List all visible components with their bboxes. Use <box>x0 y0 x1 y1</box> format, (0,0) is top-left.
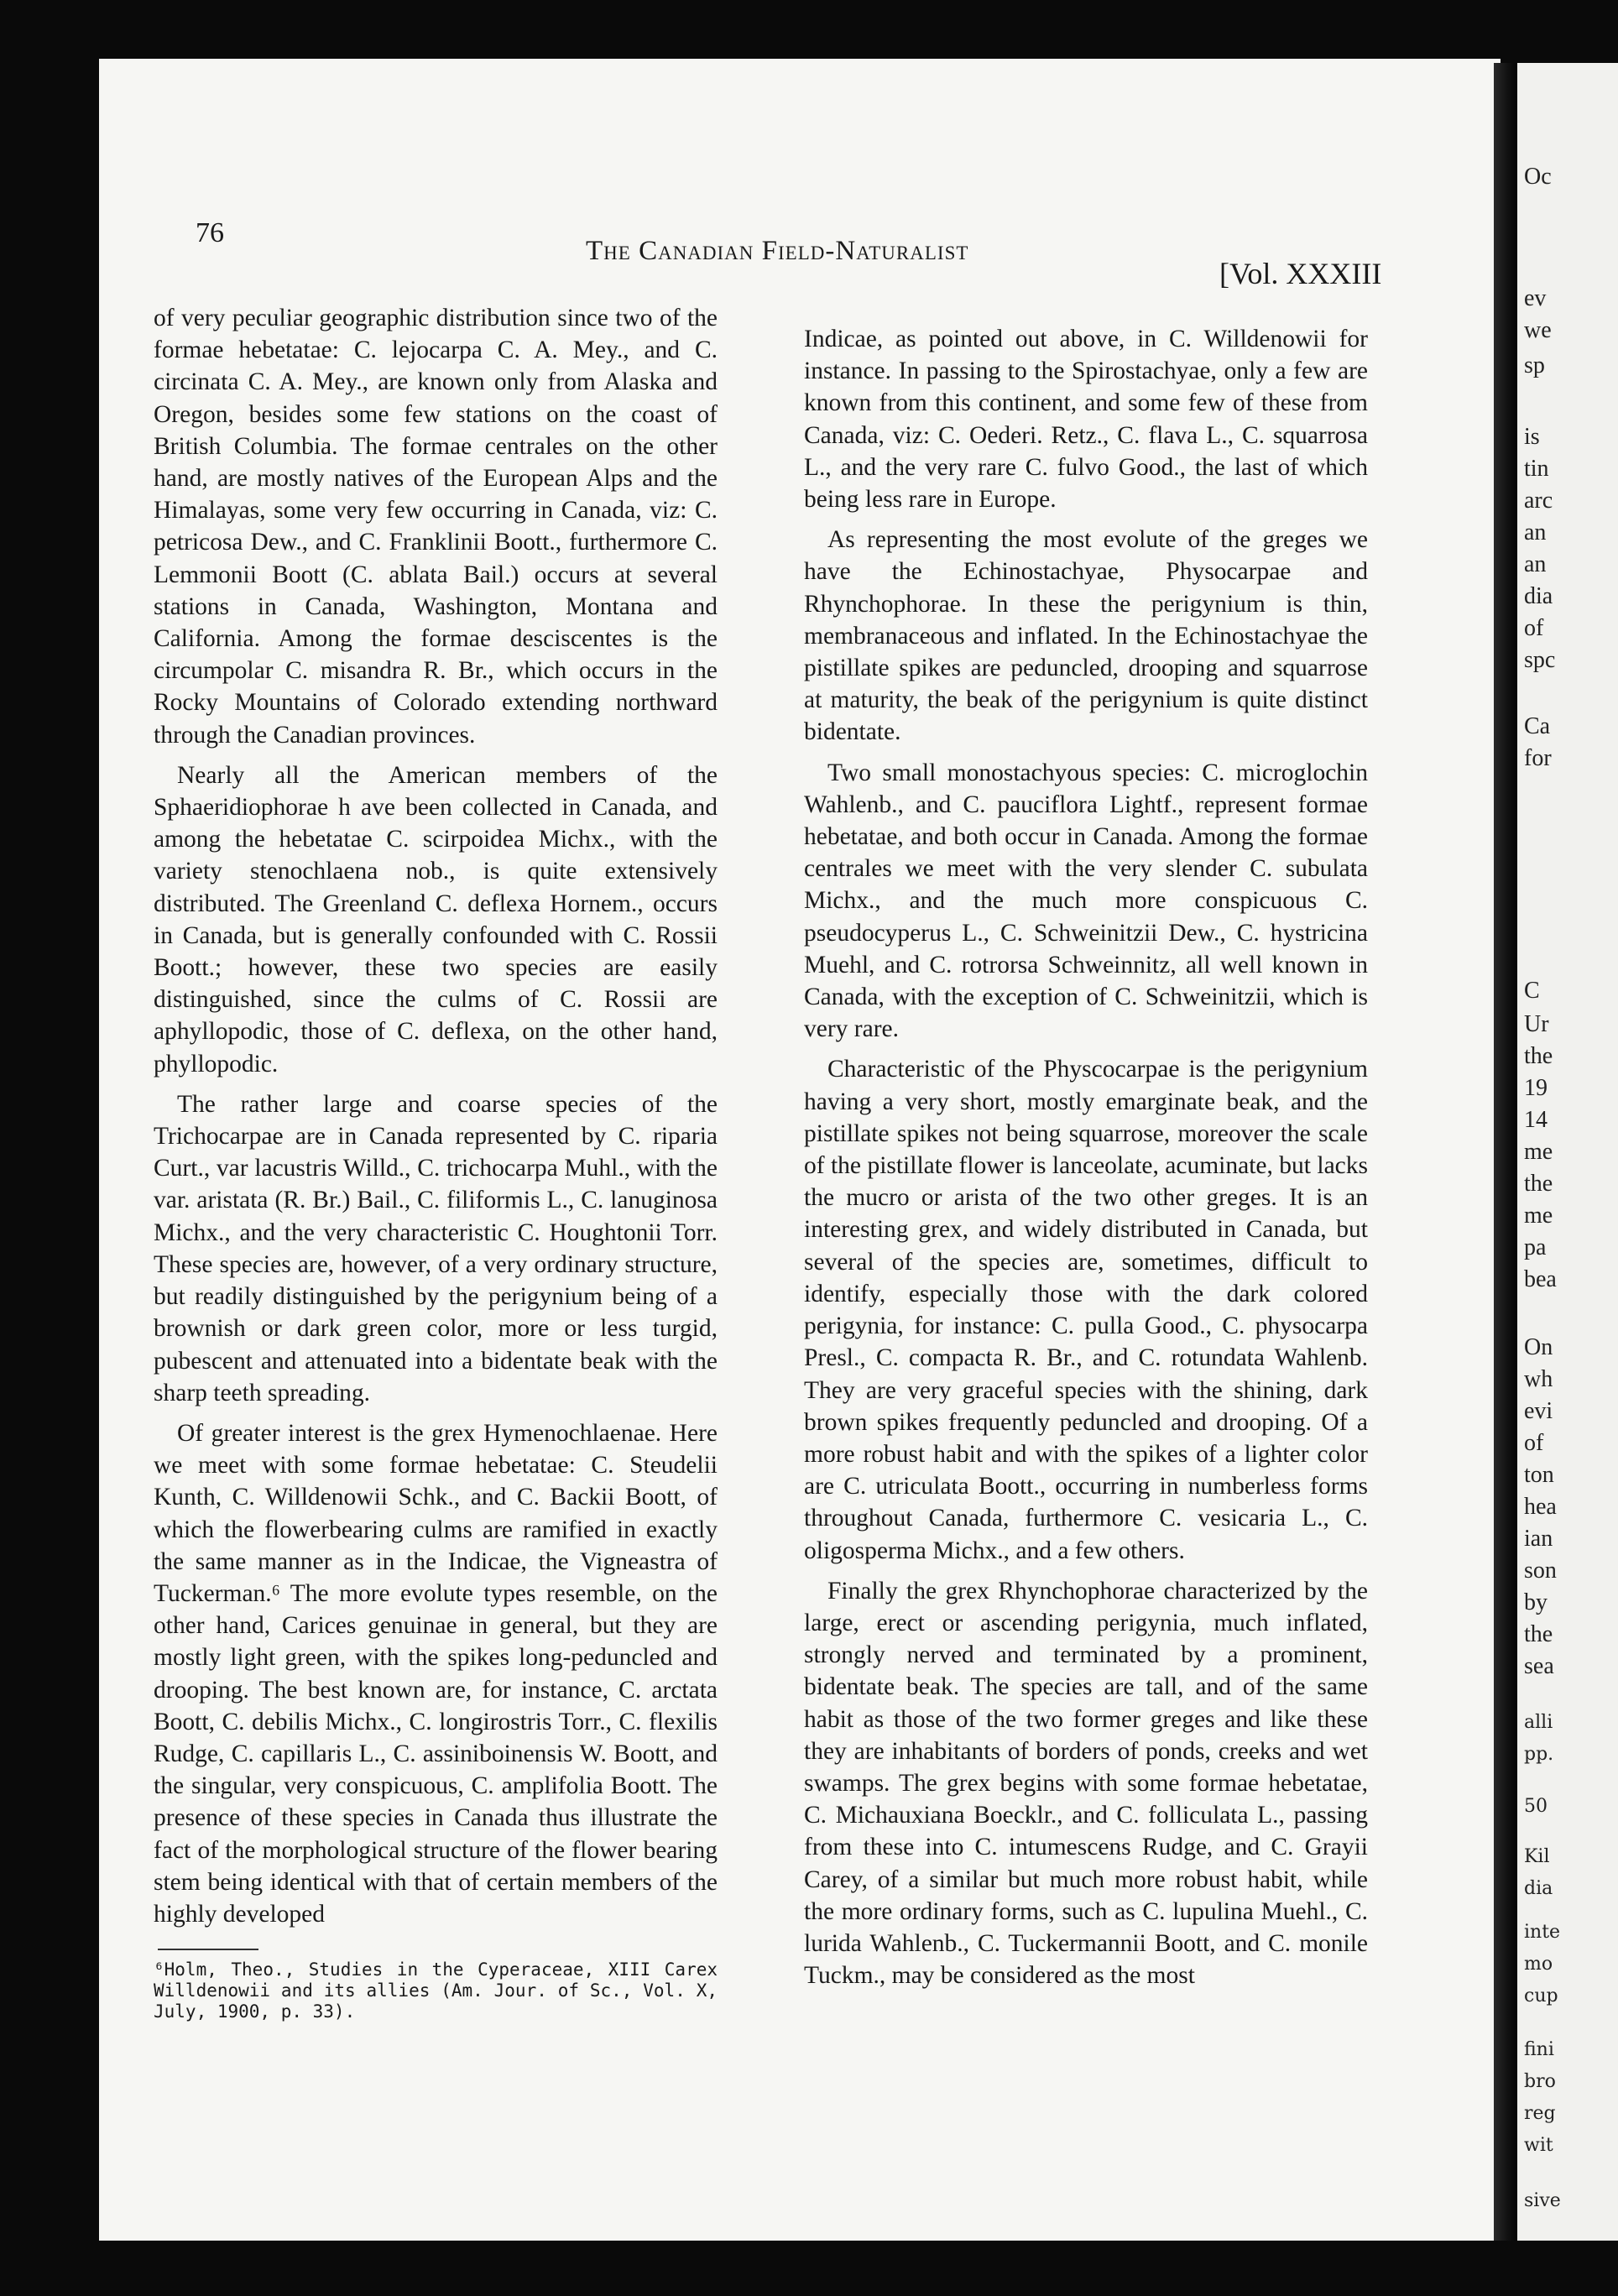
paragraph: Nearly all the American members of the Sphaeridiophorae h ave been collected in Canada, and among the hebetatae C. scirpoidea Michx., with the variety stenochlaena nob., is quite extensively distributed. The Greenland C. deflexa Hornem., occurs in Canada, but is generally confounded with C. Rossii Boott.; however, these two species are easily distinguished, since the culms of C. Rossii are aphyllopodic, those of C. deflexa, on the other hand, phyllopodic. <box>154 761 718 1078</box>
adjacent-page-fragment: for <box>1524 745 1552 771</box>
paragraph: Characteristic of the Physcocarpae is the perigynium having a very short, mostly emarginate beak, and the pistillate spikes not being squarrose, moreover the scale of the pistillate flower is lanceolate, acuminate, but lacks the mucro or arista of the two other greges. It is an interesting grex, and widely distributed in Canada, but several of the species are, sometimes, difficult to identify, especially those with the dark colored perigynia, for instance: C. pulla Good., C. physocarpa Presl., C. compacta R. Br., and C. rotundata Wahlenb. They are very graceful species with the shining, dark brown spikes frequently peduncled and drooping. Of a more robust habit and with the spikes of a lighter color are C. utriculata Boott., occurring in numberless forms throughout Canada, furthermore C. vesicaria L., C. oligosperma Michx., and a few others. <box>804 1056 1368 1564</box>
adjacent-page-fragment: wh <box>1524 1366 1553 1392</box>
adjacent-page-fragment: me <box>1524 1139 1553 1165</box>
adjacent-page-fragment: pp. <box>1524 1744 1554 1765</box>
footnote-rule <box>158 1949 258 1950</box>
paragraph: As representing the most evolute of the greges we have the Echinostachyae, Physocarpae and Rhynchophorae. In these the perigynium is thin, membranaceous and inflated. In the Echinostachyae the pistillate spikes are peduncled, drooping and squarrose at maturity, the beak of the perigynium is quite distinct bidentate. <box>804 526 1368 746</box>
adjacent-page-fragment: reg <box>1524 2103 1556 2124</box>
left-column <box>154 302 718 1930</box>
right-column <box>804 323 1368 1991</box>
adjacent-page-fragment: Ca <box>1524 713 1551 739</box>
adjacent-page-fragment: son <box>1524 1558 1557 1584</box>
adjacent-page-fragment: Ur <box>1524 1011 1549 1037</box>
adjacent-page-fragment: the <box>1524 1043 1553 1069</box>
adjacent-page-fragment: we <box>1524 317 1552 343</box>
adjacent-page-fragment: tin <box>1524 456 1549 482</box>
paragraph: Finally the grex Rhynchophorae characterized by the large, erect or ascending perigynia, much inflated, strongly nerved and terminated by a prominent, bidentate beak. The species are tall, and of the same habit as those of the two former greges and like these they are inhabitants of borders of ponds, creeks and wet swamps. The grex begins with some formae hebetatae, C. Michauxiana Boecklr., and C. folliculata L., passing from these into C. intumescens Rudge, and C. Grayii Carey, of a similar but much more robust habit, while the more ordinary forms, such as C. lupulina Muehl., C. lurida Wahlenb., C. Tuckermannii Boott, and C. monile Tuckm., may be considered as the most <box>804 1577 1368 1990</box>
adjacent-page-fragment: mo <box>1524 1954 1553 1975</box>
adjacent-page-fragment: Kil <box>1524 1846 1550 1867</box>
paragraph: of very peculiar geographic distribution since two of the formae hebetatae: C. lejocarpa C. A. Mey., and C. circinata C. A. Mey., are known only from Alaska and Oregon, besides some few stations on the coast of British Columbia. The formae centrales on the other hand, are mostly natives of the European Alps and the Himalayas, some very few occurring in Canada, viz: C. petricosa Dew., and C. Franklinii Boott., furthermore C. Lemmonii Boott (C. ablata Bail.) occurs at several stations in Canada, Washington, Montana and California. Among the formae desciscentes is the circumpolar C. misandra R. Br., which occurs in the Rocky Mountains of Colorado extending northward through the Canadian provinces. <box>154 305 718 749</box>
book-gutter <box>1494 63 1517 2241</box>
adjacent-page-fragment: ian <box>1524 1526 1553 1552</box>
adjacent-page-fragment: cup <box>1524 1986 1558 2006</box>
adjacent-page-fragment: spc <box>1524 647 1556 673</box>
adjacent-page-fragment: an <box>1524 519 1547 545</box>
adjacent-page-fragment: of <box>1524 1430 1544 1456</box>
adjacent-page-fragment: ev <box>1524 285 1547 311</box>
adjacent-page-fragment: C <box>1524 978 1540 1004</box>
adjacent-page-fragment: sea <box>1524 1653 1554 1679</box>
adjacent-page-fragment: 14 <box>1524 1107 1548 1133</box>
adjacent-page-fragment: evi <box>1524 1398 1553 1424</box>
adjacent-page-fragment: dia <box>1524 1878 1553 1899</box>
adjacent-page-fragment: sive <box>1524 2190 1561 2211</box>
adjacent-page-fragment: hea <box>1524 1494 1557 1520</box>
volume-label: [Vol. XXXIII <box>1219 257 1382 290</box>
adjacent-page-fragment: arc <box>1524 488 1553 514</box>
adjacent-page-edge <box>1517 63 1618 2241</box>
adjacent-page-fragment: pa <box>1524 1234 1547 1260</box>
adjacent-page-fragment: ton <box>1524 1462 1554 1488</box>
adjacent-page-fragment: by <box>1524 1589 1548 1615</box>
paragraph: Of greater interest is the grex Hymenochlaenae. Here we meet with some formae hebetatae: C. Steudelii Kunth, C. Willdenowii Schk., and C. Backii Boott, of which the flowerbearing culms are ramified in exactly the same manner as in the Indicae, the Vigneastra of Tuckerman.⁶ The more evolute types resemble, on the other hand, Carices genuinae in general, but they are mostly light green, with the spikes long-peduncled and drooping. The best known are, for instance, C. arctata Boott, C. debilis Michx., C. longirostris Torr., C. flexilis Rudge, C. capillaris L., C. assiniboinensis W. Boott, and the singular, very conspicuous, C. amplifolia Boott. The presence of these species in Canada thus illustrate the fact of the morphological structure of the flower bearing stem being identical with that of certain members of the highly developed <box>154 1419 718 1928</box>
paragraph: Indicae, as pointed out above, in C. Willdenowii for instance. In passing to the Spirostachyae, only a few are known from this continent, and some few of these from Canada, viz: C. Oederi. Retz., C. flava L., C. squarrosa L., and the very rare C. fulvo Good., the last of which being less rare in Europe. <box>804 326 1368 514</box>
adjacent-page-fragment: dia <box>1524 583 1553 609</box>
footnote: ⁶Holm, Theo., Studies in the Cyperaceae, XIII Carex Willdenowii and its allies (Am. Jour. of Sc., Vol. X, July, 1900, p. 33). <box>154 1959 718 2022</box>
adjacent-page-fragment: 19 <box>1524 1075 1548 1101</box>
adjacent-page-fragment: the <box>1524 1621 1553 1647</box>
adjacent-page-fragment: fini <box>1524 2039 1554 2060</box>
adjacent-page-fragment: wit <box>1524 2135 1553 2156</box>
adjacent-page-fragment: alli <box>1524 1712 1553 1733</box>
adjacent-page-fragment: me <box>1524 1203 1553 1229</box>
page-number: 76 <box>196 217 224 248</box>
running-title: The Canadian Field-Naturalist <box>586 236 969 266</box>
adjacent-page-fragment: inte <box>1524 1922 1561 1943</box>
paragraph: The rather large and coarse species of the Trichocarpae are in Canada represented by C. riparia Curt., var lacustris Willd., C. trichocarpa Muhl., with the var. aristata (R. Br.) Bail., C. filiformis L., C. lanuginosa Michx., and the very characteristic C. Houghtonii Torr. These species are, however, of a very ordinary structure, but readily distinguished by the perigynium being of a brownish or dark green color, more or less turgid, pubescent and attenuated into a bidentate beak with the sharp teeth spreading. <box>154 1090 718 1406</box>
adjacent-page-fragment: On <box>1524 1334 1553 1360</box>
adjacent-page-fragment: bro <box>1524 2071 1556 2092</box>
adjacent-page-fragment: of <box>1524 615 1544 641</box>
adjacent-page-fragment: Oc <box>1524 164 1552 190</box>
page-header <box>99 214 1501 290</box>
journal-page <box>99 59 1501 2241</box>
adjacent-page-fragment: is <box>1524 424 1540 450</box>
adjacent-page-fragment: 50 <box>1524 1796 1548 1817</box>
adjacent-page-fragment: sp <box>1524 352 1545 378</box>
paragraph: Two small monostachyous species: C. microglochin Wahlenb., and C. pauciflora Lightf., represent formae hebetatae, and both occur in Canada. Among the formae centrales we meet with the very slender C. subulata Michx., and the much more conspicuous C. pseudocyperus L., C. Schweinitzii Dew., C. hystricina Muehl, and C. rotrorsa Schweinnitz, all well known in Canada, with the exception of C. Schweinitzii, which is very rare. <box>804 759 1368 1043</box>
adjacent-page-fragment: bea <box>1524 1266 1557 1292</box>
adjacent-page-fragment: the <box>1524 1171 1553 1197</box>
adjacent-page-fragment: an <box>1524 551 1547 577</box>
